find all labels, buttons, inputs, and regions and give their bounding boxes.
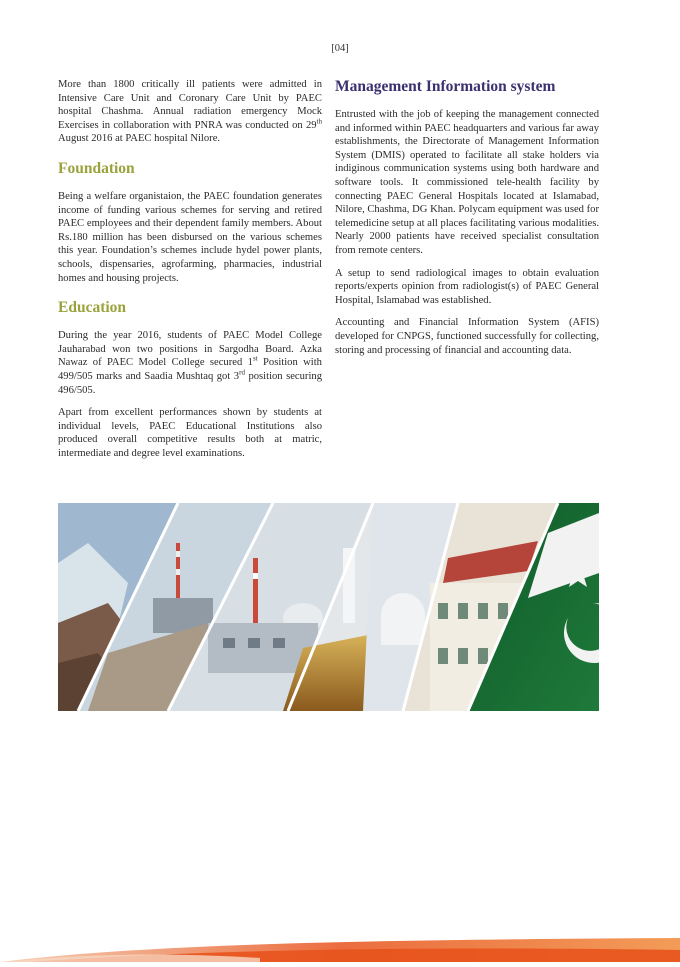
- ordinal-suffix: th: [316, 117, 322, 126]
- education-paragraph-2: Apart from excellent performances shown by students at individual levels, PAEC Educational Institutions also produced overall competitive results both at matric, intermediate and degree level examinations.: [58, 407, 322, 459]
- mis-paragraph-1: Entrusted with the job of keeping the management connected and informed within PAEC headquarters and various far away establishments, the Directorate of Management Information System (DMIS) operated to facilitate all stake holders via indiginous communication systems using both hardware and software tools. It commissioned tele-health facility by connecting PAEC General Hospitals located at Islamabad, Nilore, Chashma, DG Khan. Polycam equipment was used for telemedicine setup at all places facilitating various modalities. Nearly 2000 patients have received specialist consultation from remote centers.: [335, 109, 599, 256]
- left-column: [58, 78, 322, 469]
- education-text-b: Position with 499/505 marks and Saadia Mushtaq got 3: [58, 357, 322, 382]
- collage-image: [58, 503, 599, 711]
- education-paragraph-1: [58, 329, 322, 397]
- right-column: [335, 78, 599, 366]
- mis-heading: Management Information system: [335, 78, 556, 95]
- foundation-heading: Foundation: [58, 159, 135, 177]
- mis-paragraph-3: Accounting and Financial Information System (AFIS) developed for CNPGS, functioned successfully for collecting, storing and processing of financial and accounting data.: [335, 317, 599, 356]
- ordinal-suffix-1st: st: [252, 354, 258, 363]
- education-text-c: position securing 496/505.: [58, 370, 322, 396]
- foundation-paragraph: Being a welfare organistaion, the PAEC foundation generates income of funding various schemes for serving and retired PAEC employees and their dependent family members. About Rs.180 million has been disbursed on the various schemes this year. Foundation’s schemes include hydel power plants, schools, dispensaries, agrofarming, pharmacies, industrial homes and housing projects.: [58, 190, 322, 284]
- mis-paragraph-2: A setup to send radiological images to obtain evaluation reports/experts opinion from radiologist(s) of PAEC General Hospital, Islamabad was established.: [335, 267, 599, 306]
- footer-swoosh: [0, 936, 680, 962]
- ordinal-suffix-3rd: rd: [239, 368, 245, 377]
- intro-text-end: August 2016 at PAEC hospital Nilore.: [58, 133, 221, 145]
- education-heading: Education: [58, 299, 127, 317]
- page-number: [04]: [331, 43, 349, 54]
- intro-paragraph: [58, 78, 322, 146]
- intro-text: More than 1800 critically ill patients were admitted in Intensive Care Unit and Coronary Care Unit by PAEC hospital Chashma. Annual radiation emergency Mock Exercises in collaboration with PNRA was conducted on 29: [58, 79, 322, 131]
- education-text-a: During the year 2016, students of PAEC Model College Jauharabad won two positions in Sargodha Board. Azka Nawaz of PAEC Model College secured 1: [58, 330, 322, 369]
